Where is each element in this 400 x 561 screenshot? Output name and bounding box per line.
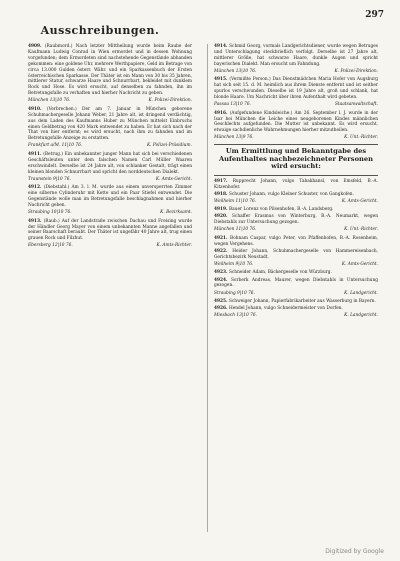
notice-number: 4922. (214, 248, 233, 254)
notice-signature (214, 291, 378, 297)
notice-signature (28, 177, 192, 183)
notice-number: 4920. (214, 214, 232, 220)
notice-entry (214, 249, 378, 261)
signature-authority: K. Polizei-Präsidium. (146, 143, 192, 149)
notices-bottom (214, 179, 378, 319)
notice-entry (214, 179, 378, 191)
notice-entry (214, 44, 378, 68)
notice-text: Rupprecht Johann, vulgo Tabakhansl, von Emsfeld, B.-A. Kitzenhofer. (214, 178, 379, 190)
notice-signature (214, 199, 378, 205)
signature-authority: K. Landgericht. (344, 313, 378, 319)
notice-signature (214, 69, 378, 75)
signature-authority: K. Amts-Gericht. (341, 261, 378, 267)
notices-top (214, 44, 378, 141)
notice-text: Schneider Adam, Bäckergeselle von Würzburg. (228, 270, 332, 276)
notice-signature (28, 98, 192, 104)
signature-authority: K. Landgericht. (344, 290, 378, 296)
footer-watermark: Digitized by Google (325, 548, 384, 555)
signature-place-date: Straubing 10|10 76. (28, 210, 72, 216)
signature-authority: K. Amts-Richter. (156, 243, 192, 249)
notice-text: (Diebstahl.) Am 3. l. M. wurde aus einem unversperrten Zimmer eine silberne Cylinderuhr mit Kette und ein Paar Stiefel entwendet. Die Gegenstände wolle man im Betretungsfalle beschlagnahmen und hierher Nachricht geben. (28, 185, 192, 208)
signature-authority: Staatsanwaltschaft. (334, 102, 378, 108)
notice-number: 4917. (214, 178, 233, 184)
notice-entry (214, 192, 378, 198)
notice-number: 4913. (28, 218, 44, 224)
notice-text: (Raub.) Auf der Landstraße zwischen Dachau und Freising wurde der Händler Georg Mayer von einem unbekannten Manne angefallen und seiner Baarschaft beraubt. Der Thäter ist ungefähr 40 Jahre alt, trug einen grauen Rock und Filzhut. (28, 218, 192, 242)
notice-entry (28, 107, 192, 142)
notice-number: 4918. (214, 191, 229, 197)
notice-entry (214, 214, 378, 226)
notice-text: (Vermißte Person.) Das Dienstmädchen Maria Hofer von Augsburg hat sich seit 15. d. M. heimlich aus ihrem Dienste entfernt und ist seither spurlos verschwunden. Dieselbe ist 19 Jahre alt, groß und schlank, hat blonde Haare. Um Nachricht über ihren Aufenthalt wird gebeten. (214, 77, 379, 101)
notice-text: Schweiger Johann, Papierfabrikarbeiter aus Wasserburg in Bayern. (228, 299, 376, 304)
notice-number: 4909. (28, 44, 45, 49)
signature-authority: K. Amts-Gericht. (155, 176, 192, 182)
signature-place-date: Traunstein 9|10 76. (28, 176, 71, 182)
notice-number: 4926. (214, 306, 229, 312)
notice-entry (214, 207, 378, 213)
notice-number: 4924. (214, 277, 231, 283)
left-column (28, 44, 192, 252)
notice-entry (214, 111, 378, 135)
notice-text: Schuster Johann, vulgo Kleiner Schuster, von Gangkofen. (228, 191, 354, 197)
notice-number: 4921. (214, 235, 230, 241)
notice-signature (214, 102, 378, 108)
notice-entry (28, 219, 192, 243)
signature-place-date: München 13|9 76. (214, 135, 254, 141)
notice-signature (214, 227, 378, 233)
signature-place-date: Frankfurt a/M. 11|10 76. (28, 143, 83, 149)
signature-authority: K. Polizei-Direktion. (334, 68, 378, 74)
notice-number: 4916. (214, 110, 230, 116)
signature-place-date: Passau 13|10 76. (214, 102, 251, 108)
signature-authority: K. Bezirksamt. (160, 210, 192, 216)
right-column (214, 44, 378, 322)
notice-text: Schaffer Erasmus von Winterburg, B.-A. Neumarkt, wegen Diebstahls zur Untersuchung gezogen. (214, 214, 378, 226)
column-divider (207, 44, 208, 532)
notice-entry (214, 278, 378, 290)
notice-entry (28, 185, 192, 209)
signature-place-date: Straubing 9|10 76. (214, 290, 255, 296)
notice-signature (28, 243, 192, 249)
notice-entry (214, 299, 378, 305)
signature-place-date: München 11|10 76. (214, 227, 257, 233)
signature-authority: K. Polizei-Direktion. (148, 98, 192, 104)
notice-signature (214, 313, 378, 319)
signature-authority: K. Unt.-Richter. (344, 227, 378, 233)
notice-entry (28, 44, 192, 97)
notice-number: 4925. (214, 299, 229, 304)
notice-entry (214, 77, 378, 101)
notice-text: (Aufgefundene Kindsleiche.) Am 26. September l. J. wurde in der Isar bei München die Leiche eines neugeborenen Kindes männlichen Geschlechts aufgefunden. Die Mutter ist unbekannt. Es wird ersucht, etwaige sachdienliche Wahrnehmungen hierher mitzutheilen. (214, 110, 378, 134)
signature-place-date: Ebersberg 12|10 76. (28, 243, 73, 249)
page-number: 297 (365, 10, 384, 20)
section-title: Um Ermittlung und Bekanntgabe des Aufenthaltes nachbezeichneter Personen wird ersucht: (218, 146, 374, 171)
notice-text: Hendel Johann, vulgo Schneidermeister von Dorfen. (228, 306, 343, 312)
section-rule (214, 144, 378, 145)
notice-entry (214, 236, 378, 248)
signature-place-date: München 13|10 76. (214, 68, 257, 74)
signature-place-date: München 13|10 76. (28, 98, 71, 104)
notice-signature (214, 262, 378, 268)
notice-number: 4915. (214, 77, 230, 83)
signature-place-date: Weilheim 9|10 76. (214, 261, 254, 267)
notice-signature (28, 143, 192, 149)
notice-entry (214, 306, 378, 312)
notice-number: 4914. (214, 44, 230, 49)
signature-authority: K. Amts-Gericht. (341, 198, 378, 204)
notice-signature (214, 135, 378, 141)
signature-place-date: Miesbach 13|10 76. (214, 313, 257, 319)
signature-authority: K. Unt.-Richter. (344, 135, 378, 141)
notice-text: Sorberk Andreas, Maurer, wegen Diebstahls in Untersuchung gezogen. (214, 277, 378, 289)
notice-text: Schmid Georg, vormals Landgerichtsdiener, wurde wegen Betruges und Unterschlagung steckbrieflich verfolgt. Derselbe ist 27 Jahre alt, mittlerer Größe, hat schwarze Haare, dunkle Augen und spricht bayerischen Dialekt. Man ersucht um Fahndung. (214, 44, 379, 67)
notice-entry (214, 270, 378, 276)
notice-text: Bauer Lorenz von Pilsenhofen, B.-A. Landsberg. (228, 207, 334, 213)
notice-signature (28, 210, 192, 216)
notice-text: (Betrug.) Ein unbekannter junger Mann hat sich bei verschiedenen Geschäftsleuten unter dem falschen Namen Carl Müller Waaren erschwindelt. Derselbe ist 24 Jahre alt, von schlanker Gestalt, trägt einen kleinen blonden Schnurrbart und spricht den norddeutschen Dialekt. (28, 151, 192, 175)
notice-number: 4911. (28, 151, 44, 157)
signature-place-date: Weilheim 11|10 76. (214, 198, 257, 204)
notice-text: Bohnam Caspar, vulgo Peter, von Pfaffenhofen, B.-A. Rosenheim, wegen Vergehens. (214, 235, 379, 247)
notice-number: 4923. (214, 270, 229, 276)
notice-number: 4910. (28, 106, 47, 112)
notice-entry (28, 152, 192, 176)
notice-number: 4912. (28, 185, 44, 191)
section-rule-bottom (214, 175, 378, 176)
page-title: Ausschreibungen. (40, 24, 160, 37)
notice-text: (Raubmord.) Nach letzter Mittheilung wurde beim Raube der Kaufmann Ludwig Conrad in Wien ermordet und in dessen Wohnung vorgefunden; dem Ermordeten sind nachstehende Gegenstände abhanden gekommen: eine goldene Uhr, mehrere Werthpapiere, Geld im Betrage von circa 13.000 Gulden österr. Währ. und ein Sparkassenbuch der Ersten österreichischen Sparkasse. Der Thäter ist ein Mann von 30 bis 35 Jahren, mittlerer Statur, schwarze Haare und Schnurrbart, bekleidet mit dunklem Rock und Hose. Es wird ersucht, auf denselben zu fahnden, ihn im Betretungsfalle zu verhaften und hierher Nachricht zu geben. (28, 44, 192, 97)
notice-text: (Verbrechen.) Der am 7. Januar in München geborene Schuhmachergeselle Johann Weber, 21 Jahre alt, ist dringend verdächtig, aus dem Laden des Kaufmanns Huber zu München mittelst Einbruchs einen Geldbetrag von 420 Mark entwendet zu haben. Er hat sich nach der That von hier entfernt; es wird ersucht, nach ihm zu fahnden und im Betretungsfalle Anzeige zu erstatten. (28, 106, 193, 142)
notice-number: 4919. (214, 207, 229, 213)
notice-text: Heider Johann, Schuhmachergeselle von Hammereisenbach, Gerichtsbezirk Neustadt. (214, 248, 379, 260)
